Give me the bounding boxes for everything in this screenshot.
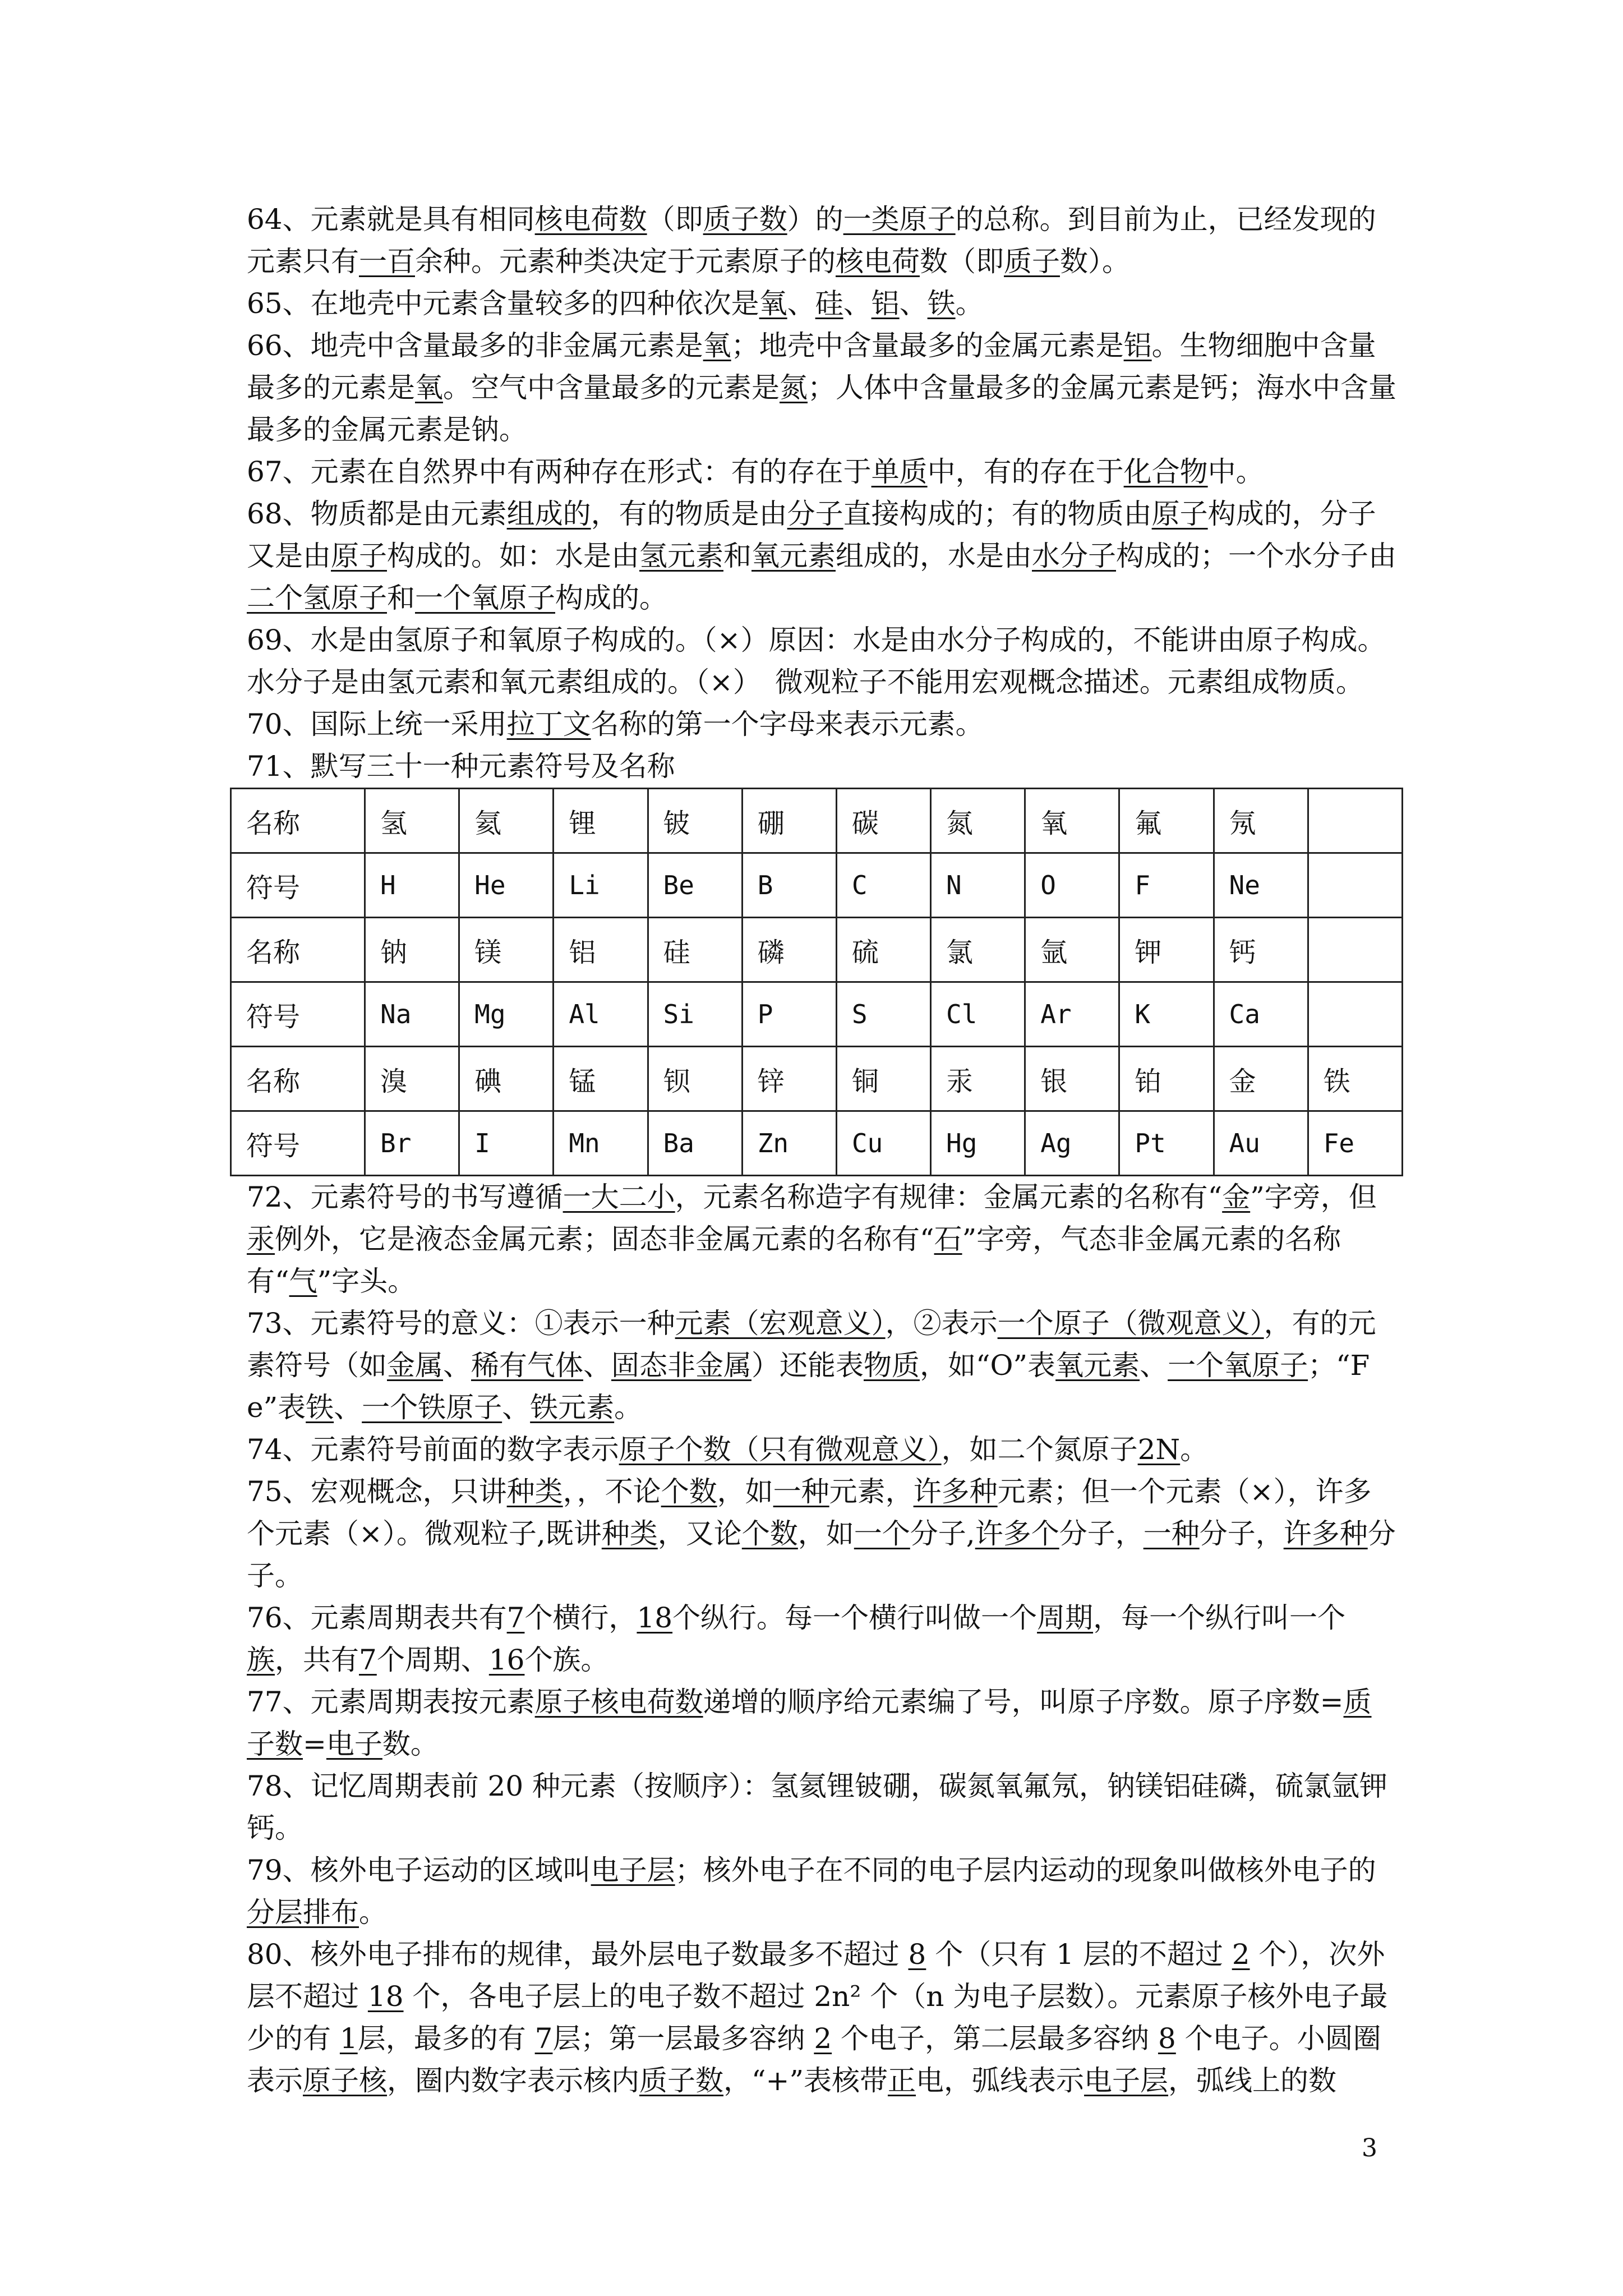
underlined-answer: 一种 [1143,1517,1200,1550]
underlined-answer: 拉丁文 [506,708,591,740]
element-symbol-cell: Cu [836,1111,930,1176]
paragraph [247,1849,1396,1934]
element-symbol-cell: Cl [931,982,1025,1047]
element-name-cell: 氮 [931,789,1025,853]
underlined-answer: 18 [637,1602,673,1634]
text-segment: 。空气中含量最多的元素是 [443,371,780,404]
text-segment: ，元素名称造字有规律：金属元素的名称有“ [675,1181,1223,1213]
underlined-answer: 一个铁原子 [362,1391,502,1424]
underlined-answer: 质子数 [639,2064,723,2097]
underlined-answer: 电子层 [1084,2064,1169,2097]
text-segment: 个纵行。每一个横行叫做一个 [672,1602,1038,1634]
text-segment: 层，最多的有 [357,2022,535,2055]
text-segment: 直接构成的；有的物质由 [843,498,1152,530]
text-segment: 74、元素符号前面的数字表示 [247,1433,619,1466]
text-segment: 电，弧线表示 [916,2064,1085,2097]
element-symbol-cell: Ba [648,1111,742,1176]
underlined-answer: 一个原子（微观意义） [997,1307,1264,1340]
element-name-cell: 锌 [742,1047,836,1111]
text-segment: 66、地壳中含量最多的非金属元素是 [247,329,703,362]
underlined-answer: 7 [506,1602,525,1634]
text-segment: 65、在地壳中元素含量较多的四种依次是 [247,287,759,320]
underlined-answer: 1 [339,2022,358,2055]
element-symbol-cell: S [836,982,930,1047]
element-symbol-cell: O [1025,853,1119,918]
paragraph [247,1597,1396,1681]
element-name-cell: 磷 [742,918,836,982]
underlined-answer: 稀有气体 [471,1349,583,1382]
element-name-cell: 锂 [554,789,648,853]
text-segment: ”字旁，但 [1250,1181,1377,1213]
text-segment: 分子， [1059,1517,1144,1550]
underlined-answer: 铁 [927,287,956,320]
underlined-answer: 二个氢原子 [247,582,387,614]
text-segment: 64、元素就是具有相同 [247,203,535,236]
underlined-answer: 原子 [331,540,387,572]
element-name-cell: 钠 [365,918,459,982]
element-name-cell: 金 [1214,1047,1308,1111]
text-segment: 、 [334,1391,362,1424]
text-segment: 79、核外电子运动的区域叫 [247,1854,591,1887]
underlined-answer: 质子数 [247,1686,1372,1760]
text-segment: 、 [899,287,928,320]
underlined-answer: 石 [934,1223,962,1255]
table-row [231,1111,1403,1176]
underlined-answer: 一百 [359,245,415,278]
element-symbol-cell: I [459,1111,554,1176]
element-name-cell: 碘 [459,1047,554,1111]
text-segment: 个，各电子层上的电子数不超过 2n² 个（n 为电子层数）。元素原子核外电子最少的有 [247,1980,1388,2055]
underlined-answer: 原子 [1151,498,1208,530]
text-segment: ，如 [717,1475,773,1508]
text-segment: 的总称。到目前为止，已经发现的元素只有 [247,203,1376,278]
underlined-answer: 铝 [871,287,900,320]
paragraph [247,451,1396,493]
paragraph [247,1765,1396,1849]
underlined-answer: 7 [359,1644,377,1676]
text-segment: ，又论 [657,1517,742,1550]
text-segment: 、 [843,287,872,320]
text-segment: 构成的，分子又是由 [247,498,1376,572]
text-segment: 、 [502,1391,531,1424]
row-header: 符号 [231,1111,365,1176]
table-row [231,789,1403,853]
text-segment: （即 [647,203,703,236]
row-header: 名称 [231,1047,365,1111]
underlined-answer: 2 [814,2022,832,2055]
element-name-cell: 银 [1025,1047,1119,1111]
text-segment: ）的 [787,203,843,236]
text-segment: ；人体中含量最多的金属元素是钙；海水中含量最多的金属元素是钠。 [247,371,1396,446]
text-segment: 名称的第一个字母来表示元素。 [591,708,984,740]
text-segment: ，弧线上的数 [1168,2064,1337,2097]
underlined-answer: 单质 [871,455,928,488]
element-name-cell: 硅 [648,918,742,982]
underlined-answer: 组成的 [506,498,591,530]
text-segment: ，有的元素符号（如 [247,1307,1376,1382]
text-segment: 个（只有 1 层的不超过 [926,1938,1232,1971]
underlined-answer: 铁 [306,1391,334,1424]
text-segment: 构成的；一个水分子由 [1116,540,1396,572]
text-segment: ，每一个纵行叫一个 [1093,1602,1346,1634]
underlined-answer: 核电荷数 [534,203,647,236]
paragraph [247,1303,1396,1429]
element-symbol-cell: Al [554,982,648,1047]
element-name-cell: 氟 [1119,789,1214,853]
page-number: 3 [1362,2134,1377,2162]
element-name-cell: 溴 [365,1047,459,1111]
text-segment: ，圈内数字表示核内 [387,2064,639,2097]
underlined-answer: 2 [1232,1938,1250,1971]
underlined-answer: 周期 [1037,1602,1094,1634]
row-header: 名称 [231,918,365,982]
text-segment: 个周期、 [376,1644,489,1676]
text-segment: 77、元素周期表按元素 [247,1686,535,1718]
element-symbol-cell: Br [365,1111,459,1176]
element-name-cell: 镁 [459,918,554,982]
underlined-answer: 化合物 [1123,455,1208,488]
underlined-answer: 许多种 [913,1475,998,1508]
underlined-answer: 族 [247,1644,275,1676]
element-symbol-cell [1308,982,1402,1047]
underlined-answer: 2N [1137,1433,1181,1466]
table-row [231,982,1403,1047]
element-symbol-cell [1308,853,1402,918]
text-segment: ；地壳中含量最多的金属元素是 [731,329,1124,362]
paragraph [247,1176,1396,1303]
underlined-answer: 原子核 [303,2064,387,2097]
text-segment: 个族。 [524,1644,609,1676]
text-segment: 元素；但一个元素（×），许多个元素（×）。微观粒子,既讲 [247,1475,1372,1550]
element-symbol-cell: H [365,853,459,918]
paragraph [247,325,1396,451]
underlined-answer: 汞 [247,1223,275,1255]
text-segment: 中。 [1207,455,1264,488]
row-header: 符号 [231,982,365,1047]
element-symbol-cell: Ar [1025,982,1119,1047]
element-symbol-cell: K [1119,982,1214,1047]
underlined-answer: 质子数 [703,203,787,236]
text-segment: 数。 [382,1728,439,1760]
text-segment: 。 [614,1391,643,1424]
underlined-answer: 种类 [601,1517,658,1550]
text-segment: 元素， [829,1475,914,1508]
text-segment: 中，有的存在于 [927,455,1124,488]
text-segment: ，如“O”表 [920,1349,1056,1382]
element-name-cell: 铍 [648,789,742,853]
element-name-cell: 汞 [931,1047,1025,1111]
element-name-cell [1308,789,1402,853]
element-name-cell: 铁 [1308,1047,1402,1111]
underlined-answer: 一类原子 [843,203,956,236]
text-segment: 75、宏观概念，只讲 [247,1475,507,1508]
paragraphs-before-table [247,199,1396,746]
text-segment: 。 [359,1896,387,1929]
text-segment: 。生物细胞中含量最多的元素是 [247,329,1376,404]
underlined-answer: 一个氧原子 [1168,1349,1308,1382]
underlined-answer: 固态非金属 [611,1349,751,1382]
element-name-cell: 硫 [836,918,930,982]
text-segment: ；核外电子在不同的电子层内运动的现象叫做核外电子的 [675,1854,1376,1887]
text-segment: 例外，它是液态金属元素；固态非金属元素的名称有“ [275,1223,934,1255]
text-segment: ”字头。 [317,1265,416,1297]
element-name-cell: 碳 [836,789,930,853]
underlined-answer: 物质 [864,1349,920,1382]
element-name-cell: 氧 [1025,789,1119,853]
underlined-answer: 铝 [1123,329,1152,362]
element-symbol-cell: Hg [931,1111,1025,1176]
element-symbol-cell: N [931,853,1025,918]
text-segment: 分子。 [247,1517,1396,1592]
text-segment: 组成的，水是由 [836,540,1032,572]
text-segment: 构成的。 [555,582,667,614]
underlined-answer: 金 [1222,1181,1251,1213]
underlined-answer: 水分子 [1032,540,1116,572]
table-row [231,853,1403,918]
element-name-cell: 氦 [459,789,554,853]
element-name-cell: 钙 [1214,918,1308,982]
element-name-cell: 氯 [931,918,1025,982]
element-name-cell: 铝 [554,918,648,982]
underlined-answer: 个数 [661,1475,717,1508]
paragraph [247,1429,1396,1471]
element-name-cell: 铜 [836,1047,930,1111]
text-segment: ”字旁，气态非金属元素的名称有“ [247,1223,1341,1297]
text-segment: 个电子。小圆圈表示 [247,2022,1381,2097]
element-name-cell: 氖 [1214,789,1308,853]
underlined-answer: 硅 [815,287,843,320]
underlined-answer: 氢元素 [639,540,723,572]
underlined-answer: 电子层 [591,1854,675,1887]
element-symbol-cell: Ag [1025,1111,1119,1176]
text-segment: 67、元素在自然界中有两种存在形式：有的存在于 [247,455,872,488]
element-symbol-cell: Zn [742,1111,836,1176]
text-segment: 73、元素符号的意义：①表示一种 [247,1307,675,1340]
underlined-answer: 氧 [703,329,731,362]
text-segment: ，有的物质是由 [591,498,787,530]
text-segment: ，②表示 [885,1307,998,1340]
paragraph [247,703,1396,746]
element-symbol-cell: Ca [1214,982,1308,1047]
table-row [231,1047,1403,1111]
element-name-cell: 氢 [365,789,459,853]
underlined-answer: 7 [534,2022,553,2055]
text-segment: 分子, [910,1517,975,1550]
row-header: 符号 [231,853,365,918]
text-segment: 构成的。如：水是由 [387,540,639,572]
underlined-answer: 一大二小 [562,1181,675,1213]
underlined-answer: 质子 [1004,245,1060,278]
text-segment: 。 [955,287,984,320]
text-segment: 80、核外电子排布的规律，最外层电子数最多不超过 [247,1938,909,1971]
text-segment: 和 [387,582,415,614]
element-symbol-cell: B [742,853,836,918]
table-title: 71、默写三十一种元素符号及名称 [247,750,675,783]
text-segment: 数（即 [920,245,1004,278]
element-name-cell: 氩 [1025,918,1119,982]
element-symbol-cell: Si [648,982,742,1047]
text-segment: ，共有 [275,1644,359,1676]
paragraph [247,1471,1396,1597]
element-name-cell: 锰 [554,1047,648,1111]
paragraph [247,283,1396,325]
text-segment: 69、水是由氢原子和氧原子构成的。（×）原因：水是由水分子构成的，不能讲由原子构成。水分子是由氢元素和氧元素组成的。（×） 微观粒子不能用宏观概念描述。元素组成物质。 [247,624,1386,698]
text-segment: ，如二个氮原子 [941,1433,1138,1466]
text-segment: 、 [583,1349,611,1382]
underlined-answer: 一个 [854,1517,910,1550]
element-symbol-cell: Mg [459,982,554,1047]
underlined-answer: 金属 [387,1349,443,1382]
underlined-answer: 氧 [759,287,787,320]
underlined-answer: 许多个 [975,1517,1059,1550]
text-segment: 余种。元素种类决定于元素原子的 [415,245,836,278]
element-symbol-cell: Fe [1308,1111,1402,1176]
text-segment: 分子， [1199,1517,1284,1550]
underlined-answer: 氮 [780,371,808,404]
text-segment: ，“+”表核带 [723,2064,888,2097]
text-segment: 、 [1140,1349,1168,1382]
paragraph [247,619,1396,703]
text-segment: 层；第一层最多容纳 [552,2022,814,2055]
underlined-answer: 氧元素 [1055,1349,1140,1382]
element-symbol-cell: Be [648,853,742,918]
underlined-answer: 一个氧原子 [415,582,555,614]
underlined-answer: 电子 [326,1728,382,1760]
underlined-answer: 18 [367,1980,404,2013]
underlined-answer: 元素（宏观意义） [675,1307,886,1340]
underlined-answer: 种类 [506,1475,563,1508]
underlined-answer: 8 [1158,2022,1176,2055]
paragraphs-after-table [247,1176,1396,2102]
text-segment: ，，不论 [562,1475,661,1508]
text-segment: 个横行， [524,1602,637,1634]
text-segment: 78、记忆周期表前 20 种元素（按顺序）：氢氦锂铍硼，碳氮氧氟氖，钠镁铝硅磷，硫氯氩钾钙。 [247,1770,1388,1844]
element-symbol-cell: Mn [554,1111,648,1176]
text-segment: 68、物质都是由元素 [247,498,507,530]
text-segment: 数）。 [1060,245,1130,278]
underlined-answer: 氧元素 [751,540,836,572]
underlined-answer: 许多种 [1283,1517,1368,1550]
element-symbol-cell: Au [1214,1111,1308,1176]
text-segment: 递增的顺序给元素编了号，叫原子序数。原子序数= [703,1686,1344,1718]
element-name-cell: 钾 [1119,918,1214,982]
underlined-answer: 分子 [787,498,843,530]
text-segment: 、 [443,1349,471,1382]
element-symbol-cell: Li [554,853,648,918]
table-row [231,918,1403,982]
text-segment: ；“Fe”表 [247,1349,1370,1424]
underlined-answer: 原子核电荷数 [534,1686,703,1718]
element-symbol-cell: Na [365,982,459,1047]
element-symbol-cell: Pt [1119,1111,1214,1176]
text-segment: 76、元素周期表共有 [247,1602,507,1634]
element-symbol-cell: Ne [1214,853,1308,918]
text-segment: = [303,1728,326,1760]
underlined-answer: 一种 [773,1475,829,1508]
paragraph [247,199,1396,283]
underlined-answer: 原子个数（只有微观意义） [619,1433,942,1466]
element-name-cell [1308,918,1402,982]
row-header: 名称 [231,789,365,853]
underlined-answer: 核电荷 [836,245,920,278]
underlined-answer: 铁元素 [530,1391,615,1424]
page-content [247,199,1396,2102]
underlined-answer: 气 [289,1265,317,1297]
text-segment: 个电子，第二层最多容纳 [832,2022,1158,2055]
element-name-cell: 钡 [648,1047,742,1111]
underlined-answer: 正 [888,2064,916,2097]
text-segment: ）还能表 [751,1349,864,1382]
element-name-cell: 铂 [1119,1047,1214,1111]
underlined-answer: 个数 [741,1517,798,1550]
text-segment: 。 [1180,1433,1209,1466]
paragraph [247,1681,1396,1765]
element-symbol-cell: He [459,853,554,918]
text-segment: 70、国际上统一采用 [247,708,507,740]
text-segment: 个），次外层不超过 [247,1938,1385,2013]
text-segment: ，如 [797,1517,854,1550]
text-segment: 、 [787,287,815,320]
underlined-answer: 分层排布 [247,1896,359,1929]
element-symbol-table [230,788,1403,1176]
underlined-answer: 8 [908,1938,926,1971]
underlined-answer: 16 [488,1644,525,1676]
text-segment: 72、元素符号的书写遵循 [247,1181,563,1213]
underlined-answer: 氧 [415,371,443,404]
element-symbol-cell: F [1119,853,1214,918]
element-symbol-cell: C [836,853,930,918]
text-segment: 和 [723,540,751,572]
paragraph [247,493,1396,619]
element-name-cell: 硼 [742,789,836,853]
element-symbol-cell: P [742,982,836,1047]
paragraph [247,1934,1396,2102]
